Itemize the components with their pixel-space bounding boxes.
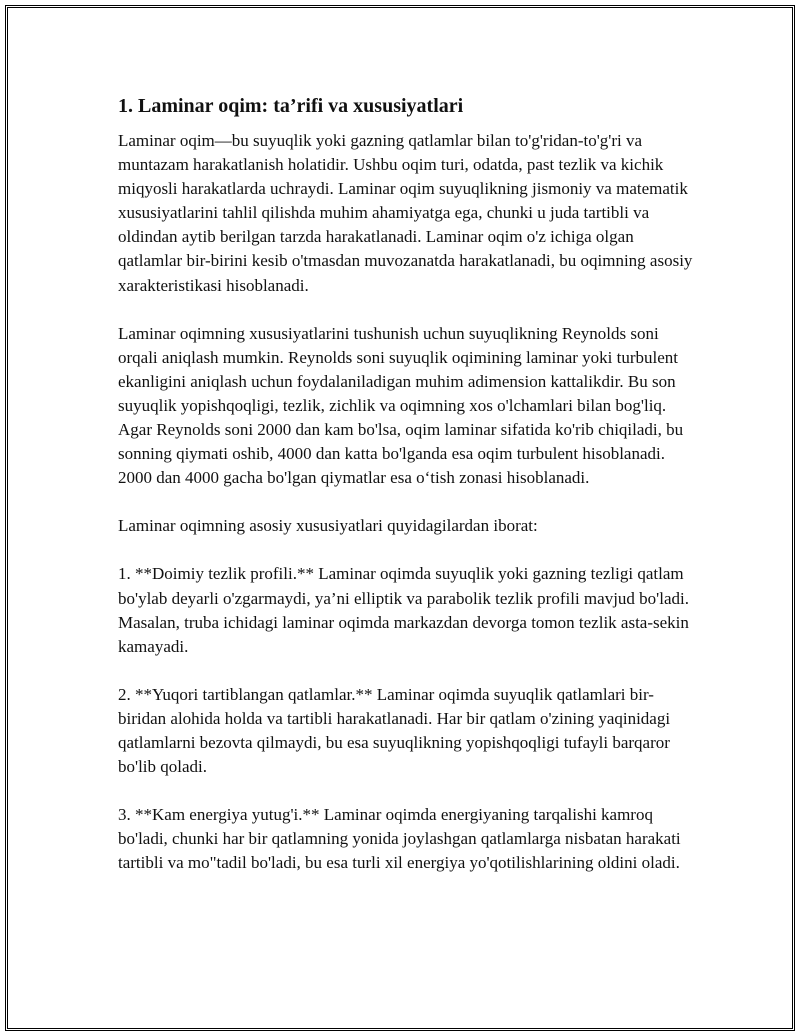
paragraph-reynolds: Laminar oqimning xususiyatlarini tushunish uchun suyuqlikning Reynolds soni orqali aniqlash mumkin. Reynolds soni suyuqlik oqimining laminar yoki turbulent ekanligini aniqlash uchun foydalaniladigan muhim adimension kattalikdir. Bu son suyuqlik yopishqoqligi, tezlik, zichlik va oqimning xos o'lchamlari bilan bog'liq. Agar Reynolds soni 2000 dan kam bo'lsa, oqim laminar sifatida ko'rib chiqiladi, bu sonning qiymati oshib, 4000 dan katta bo'lganda esa oqim turbulent hisoblanadi. 2000 dan 4000 gacha bo'lgan qiymatlar esa o‘tish zonasi hisoblanadi. (118, 323, 684, 488)
paragraph-definition: Laminar oqim—bu suyuqlik yoki gazning qatlamlar bilan to'g'ridan-to'g'ri va muntazam harakatlanish holatidir. Ushbu oqim turi, odatda, past tezlik va kichik miqyosli harakatlarda uchraydi. Laminar oqim suyuqlikning jismoniy va matematik xususiyatlarini tahlil qilishda muhim ahamiyatga ega, chunki u juda tartibli va oldindan aytib berilgan tarzda harakatlanadi. Laminar oqim o'z ichiga olgan qatlamlar bir-birini kesib o'tmasdan muvozanatda harakatlanadi, bu oqimning asosiy xarakteristikasi hisoblanadi. (118, 131, 693, 295)
list-item-ordered-layers: 2. **Yuqori tartiblangan qatlamlar.** Laminar oqimda suyuqlik qatlamlari bir-biridan alohida holda va tartibli harakatlanadi. Har bir qatlam o'zining yaqinidagi qatlamlarni bezovta qilmaydi, bu esa suyuqlikning yopishqoqligi tufayli barqaror bo'lib qoladi. (118, 684, 671, 777)
paragraph-list-intro: Laminar oqimning asosiy xususiyatlari quyidagilardan iborat: (118, 516, 538, 536)
list-item-velocity-profile: 1. **Doimiy tezlik profili.** Laminar oqimda suyuqlik yoki gazning tezligi qatlam bo'ylab deyarli o'zgarmaydi, ya’ni elliptik va parabolik tezlik profili mavjud bo'ladi. Masalan, truba ichidagi laminar oqimda markazdan devorga tomon tezlik asta-sekin kamayadi. (118, 564, 689, 656)
section-heading: 1. Laminar oqim: ta’rifi va xususiyatlari (118, 95, 464, 117)
list-item-low-energy-loss: 3. **Kam energiya yutug'i.** Laminar oqimda energiyaning tarqalishi kamroq bo'ladi, chunki har bir qatlamning yonida joylashgan qatlamlarga nisbatan harakati tartibli va mo"tadil bo'ladi, bu esa turli xil energiya yo'qotilishlarining oldini oladi. (118, 805, 681, 873)
document-body (118, 93, 698, 899)
